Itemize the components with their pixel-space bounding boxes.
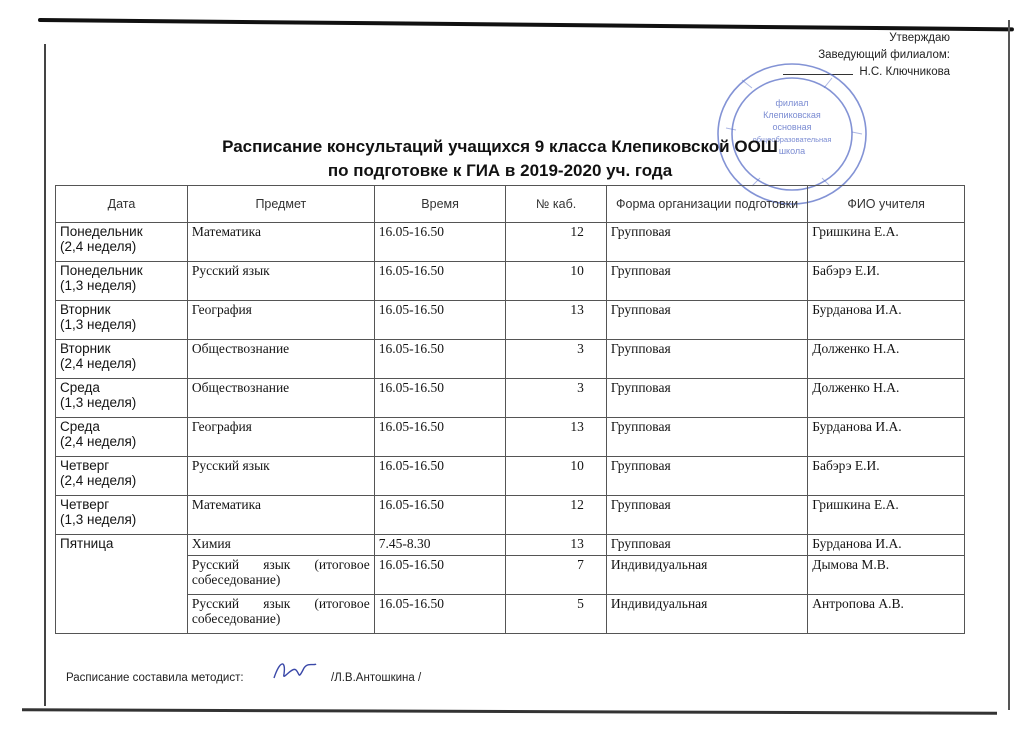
footer-label: Расписание составила методист: [66,672,244,684]
cell-time: 16.05-16.50 [374,457,506,496]
cell-form: Групповая [606,418,807,457]
cell-form: Групповая [606,496,807,535]
stamp-line-4: общеобразовательная [752,135,832,144]
page-border-bottom [22,708,997,714]
page-border-left [44,44,46,706]
cell-teacher: Гришкина Е.А. [808,223,965,262]
cell-teacher: Бурданова И.А. [808,535,965,556]
cell-form: Групповая [606,535,807,556]
day-name: Четверг [60,497,110,512]
cell-room: 12 [506,496,606,535]
cell-teacher: Бурданова И.А. [808,301,965,340]
cell-form: Групповая [606,379,807,418]
cell-form: Групповая [606,223,807,262]
day-name: Четверг [60,458,110,473]
cell-date-friday: Пятница [56,535,188,634]
table-row [56,262,965,301]
table-row [56,496,965,535]
cell-teacher: Бабэрэ Е.И. [808,457,965,496]
week-note: (2,4 неделя) [60,356,137,371]
cell-room: 5 [506,595,606,634]
cell-time: 16.05-16.50 [374,379,506,418]
cell-teacher: Дымова М.В. [808,556,965,595]
cell-time: 16.05-16.50 [374,301,506,340]
schedule-table [55,185,965,634]
cell-subject: Обществознание [187,379,374,418]
methodist-name: /Л.В.Антошкина / [331,672,422,684]
cell-time: 16.05-16.50 [374,223,506,262]
week-note: (1,3 неделя) [60,512,137,527]
footer [66,672,422,684]
cell-subject: Математика [187,223,374,262]
week-note: (1,3 неделя) [60,278,137,293]
table-row [56,457,965,496]
cell-form: Групповая [606,340,807,379]
table-row [56,223,965,262]
cell-room: 7 [506,556,606,595]
stamp-line-2: Клепиковская [763,110,821,120]
cell-teacher: Бурданова И.А. [808,418,965,457]
table-row [56,418,965,457]
day-name: Среда [60,419,100,434]
cell-time: 16.05-16.50 [374,262,506,301]
approver-name: Н.С. Ключникова [859,66,950,78]
cell-time: 16.05-16.50 [374,595,506,634]
cell-date [56,418,188,457]
cell-date [56,496,188,535]
header-subject: Предмет [187,186,374,223]
table-row [56,379,965,418]
header-time: Время [374,186,506,223]
cell-room: 13 [506,301,606,340]
cell-room: 12 [506,223,606,262]
cell-room: 3 [506,379,606,418]
table-row-friday [56,535,965,556]
title-line-1: Расписание консультаций учащихся 9 класса Клепиковской ООШ [222,137,778,156]
week-note: (1,3 неделя) [60,317,137,332]
day-name: Вторник [60,341,111,356]
cell-form: Групповая [606,301,807,340]
week-note: (2,4 неделя) [60,434,137,449]
cell-room: 13 [506,418,606,457]
table-row-friday [56,556,965,595]
cell-date [56,262,188,301]
cell-room: 13 [506,535,606,556]
week-note: (2,4 неделя) [60,239,137,254]
cell-time: 16.05-16.50 [374,340,506,379]
page-border-right [1008,20,1010,710]
cell-form: Групповая [606,262,807,301]
cell-time: 7.45-8.30 [374,535,506,556]
header-form: Форма организации подготовки [606,186,807,223]
cell-room: 10 [506,457,606,496]
approval-line-1: Утверждаю [889,32,950,44]
cell-subject: Химия [187,535,374,556]
cell-subject: География [187,301,374,340]
stamp-line-3: основная [772,122,812,132]
cell-form: Индивидуальная [606,556,807,595]
cell-time: 16.05-16.50 [374,556,506,595]
table-row-friday [56,595,965,634]
cell-time: 16.05-16.50 [374,418,506,457]
week-note: (2,4 неделя) [60,473,137,488]
cell-teacher: Долженко Н.А. [808,340,965,379]
table-row [56,340,965,379]
cell-subject: Обществознание [187,340,374,379]
cell-subject: Русский язык [187,457,374,496]
cell-teacher: Бабэрэ Е.И. [808,262,965,301]
cell-date [56,301,188,340]
day-name: Понедельник [60,224,143,239]
cell-subject: Русский язык (итоговое собеседование) [187,595,374,634]
week-note: (1,3 неделя) [60,395,137,410]
cell-subject: Математика [187,496,374,535]
day-name: Среда [60,380,100,395]
cell-date [56,379,188,418]
cell-subject: Русский язык [187,262,374,301]
document-title [150,135,850,183]
header-room: № каб. [506,186,606,223]
cell-date [56,340,188,379]
cell-teacher: Антропова А.В. [808,595,965,634]
cell-form: Групповая [606,457,807,496]
day-name: Вторник [60,302,111,317]
cell-teacher: Гришкина Е.А. [808,496,965,535]
stamp-line-1: филиал [775,98,809,108]
day-name: Понедельник [60,263,143,278]
cell-date [56,457,188,496]
cell-form: Индивидуальная [606,595,807,634]
cell-date [56,223,188,262]
cell-room: 3 [506,340,606,379]
approval-line-2: Заведующий филиалом: [818,49,950,61]
cell-time: 16.05-16.50 [374,496,506,535]
methodist-signature [270,656,320,686]
title-line-2: по подготовке к ГИА в 2019-2020 уч. года [327,161,673,180]
table-header-row [56,186,965,223]
header-teacher: ФИО учителя [808,186,965,223]
cell-room: 10 [506,262,606,301]
cell-teacher: Долженко Н.А. [808,379,965,418]
cell-subject: География [187,418,374,457]
table-row [56,301,965,340]
cell-subject: Русский язык (итоговое собеседование) [187,556,374,595]
stamp-line-5: школа [778,146,806,156]
header-date: Дата [56,186,188,223]
